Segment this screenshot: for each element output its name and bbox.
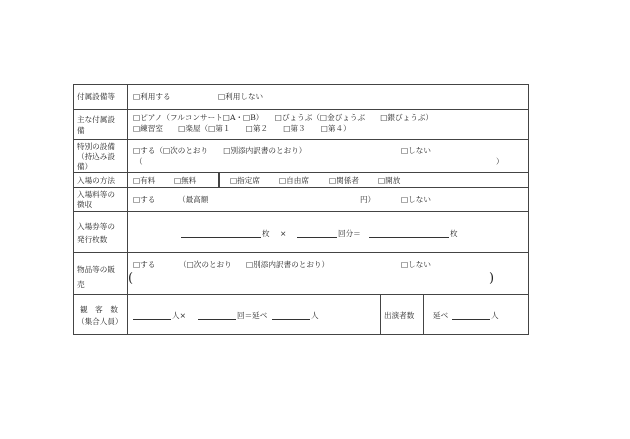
- sales-label-1: 物品等の販: [77, 265, 115, 274]
- special-equipment-label-1: 特別の設備: [77, 142, 115, 151]
- tickets-label-2: 発行枚数: [77, 235, 108, 244]
- performers-divider-right: [423, 294, 424, 335]
- tickets-count-field[interactable]: [181, 237, 261, 238]
- audience-times-unit: 回＝延べ: [237, 311, 268, 320]
- tickets-unit-2: 回分＝: [338, 229, 361, 238]
- entry-fee-max-label: （最高額: [178, 195, 209, 204]
- equipment-label: 付属設備等: [77, 92, 115, 101]
- sales-open-paren: (: [128, 271, 134, 286]
- table-line-6: [73, 252, 529, 253]
- tickets-unit-1: 枚: [262, 229, 270, 238]
- table-line-bottom: [73, 334, 529, 335]
- entry-method-label: 入場の方法: [77, 176, 115, 185]
- entry-fee-label-2: 徴収: [77, 200, 93, 209]
- tickets-unit-3: 枚: [450, 229, 458, 238]
- audience-label-1: 観 客 数: [80, 305, 118, 314]
- tickets-times: ×: [280, 229, 287, 238]
- sales-yes-checkbox[interactable]: □する: [133, 260, 156, 269]
- tickets-sessions-field[interactable]: [297, 237, 337, 238]
- entry-fee-label-1: 入場料等の: [77, 190, 115, 199]
- sales-following-checkbox[interactable]: （□次のとおり: [179, 260, 232, 269]
- table-line-3: [73, 172, 529, 173]
- special-equipment-label-3: 備）: [77, 162, 93, 171]
- entry-paid-checkbox[interactable]: □有料: [133, 176, 156, 185]
- performers-divider-left: [380, 294, 381, 335]
- entry-unreserved-checkbox[interactable]: □自由席: [279, 176, 309, 185]
- audience-people-field[interactable]: [133, 319, 171, 320]
- audience-total-field[interactable]: [272, 319, 310, 320]
- table-line-2: [73, 139, 529, 140]
- table-line-left: [73, 84, 74, 335]
- equipment-use-checkbox[interactable]: □利用する: [133, 92, 171, 101]
- special-equipment-close-paren: ）: [496, 157, 504, 166]
- tickets-label-1: 入場券等の: [77, 222, 115, 231]
- table-line-right: [528, 84, 529, 335]
- entry-fee-yen: 円）: [360, 195, 376, 204]
- sales-attached-checkbox[interactable]: □別添内訳書のとおり）: [246, 260, 330, 269]
- main-equipment-options-2[interactable]: □練習室 □楽屋（□第１ □第２ □第３ □第４）: [133, 124, 351, 133]
- performers-label: 出演者数: [384, 311, 415, 320]
- main-equipment-label-1: 主な付属設: [77, 115, 115, 124]
- entry-fee-no-checkbox[interactable]: □しない: [401, 195, 431, 204]
- special-equipment-no-checkbox[interactable]: □しない: [401, 146, 431, 155]
- table-line-label-divider: [127, 84, 128, 335]
- table-line-4: [73, 187, 529, 188]
- entry-fee-yes-checkbox[interactable]: □する: [133, 195, 156, 204]
- table-line-7: [73, 294, 529, 295]
- audience-total-unit: 人: [311, 311, 319, 320]
- table-line-1: [73, 109, 529, 110]
- special-equipment-yes-options[interactable]: □する（□次のとおり □別添内訳書のとおり）: [133, 146, 307, 155]
- entry-free-checkbox[interactable]: □無料: [174, 176, 197, 185]
- audience-sessions-field[interactable]: [198, 319, 236, 320]
- table-line-5: [73, 211, 529, 212]
- entry-staff-checkbox[interactable]: □関係者: [329, 176, 359, 185]
- sales-label-2: 売: [77, 280, 85, 289]
- performers-total-field[interactable]: [452, 319, 490, 320]
- main-equipment-options-1[interactable]: □ピアノ（フルコンサート□A・□B） □びょうぶ（□金びょうぶ □銀びょうぶ）: [133, 113, 433, 122]
- main-equipment-label-2: 備: [77, 126, 85, 135]
- table-line-top: [73, 84, 529, 85]
- entry-open-checkbox[interactable]: □開放: [378, 176, 401, 185]
- equipment-not-use-checkbox[interactable]: □利用しない: [218, 92, 264, 101]
- performers-unit: 人: [491, 311, 499, 320]
- sales-close-paren: ): [489, 271, 495, 286]
- sales-no-checkbox[interactable]: □しない: [401, 260, 431, 269]
- tickets-total-field[interactable]: [369, 237, 449, 238]
- audience-people-unit: 人×: [172, 311, 186, 320]
- special-equipment-open-paren: （: [135, 157, 143, 166]
- entry-method-divider: [218, 172, 220, 188]
- special-equipment-label-2: （持込み設: [77, 152, 115, 161]
- performers-total-prefix: 延べ: [433, 311, 449, 320]
- audience-label-2: （集合人員）: [77, 317, 123, 326]
- entry-reserved-checkbox[interactable]: □指定席: [230, 176, 260, 185]
